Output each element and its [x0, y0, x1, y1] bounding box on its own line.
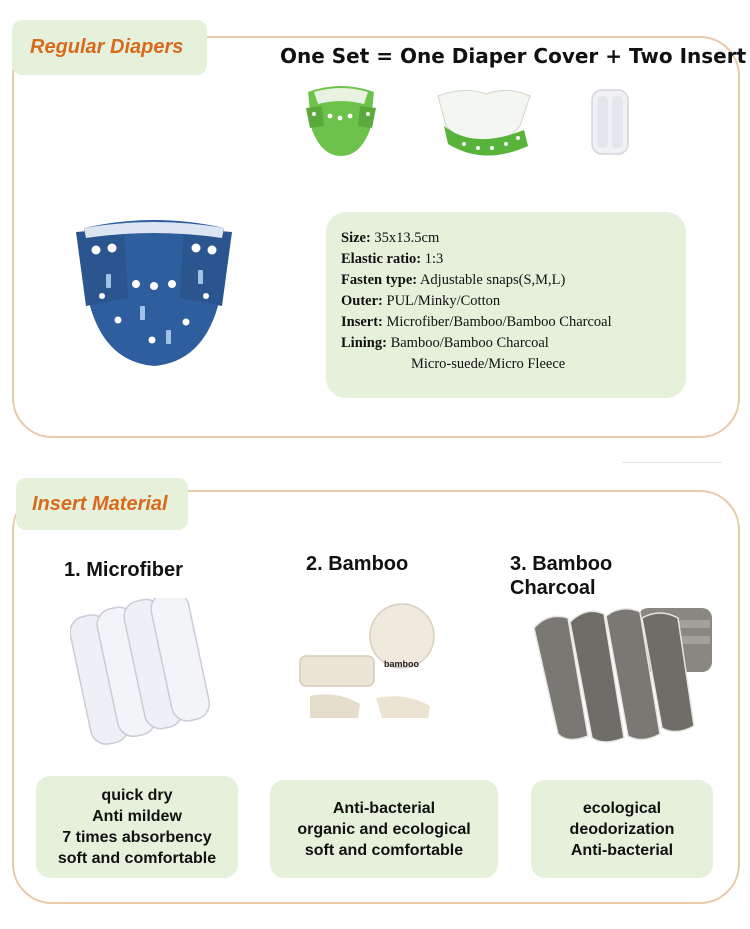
feature-line: 7 times absorbency — [62, 829, 212, 846]
feature-line: quick dry — [101, 787, 173, 804]
spec-elastic-ratio — [341, 251, 686, 272]
spec-value: Bamboo/Bamboo Charcoal — [386, 335, 549, 351]
feature-line: ecological — [582, 799, 662, 817]
spec-value: 35x13.5cm — [370, 230, 440, 246]
spec-value: PUL/Minky/Cotton — [382, 293, 501, 309]
spec-size — [341, 230, 686, 251]
spec-value: Adjustable snaps(S,M,L) — [417, 272, 566, 288]
microfiber-title: 1. Microfiber — [64, 559, 183, 581]
spec-box — [326, 212, 686, 398]
spec-label: Lining: — [341, 335, 387, 351]
microfiber-features-box — [36, 776, 238, 878]
spec-value: Microfiber/Bamboo/Bamboo Charcoal — [382, 314, 612, 330]
feature-line: deodorization — [569, 820, 675, 838]
feature-line: soft and comfortable — [57, 850, 217, 867]
spec-insert — [341, 314, 686, 335]
spec-fasten-type — [341, 272, 686, 293]
feature-line: Anti-bacterial — [570, 841, 674, 859]
microfiber-inserts-image — [70, 598, 210, 750]
feature-line: soft and comfortable — [304, 841, 464, 859]
regular-diapers-tag: Regular Diapers — [12, 20, 207, 75]
insert-material-tag: Insert Material — [16, 478, 188, 530]
bamboo-title: 2. Bamboo — [306, 553, 409, 575]
green-diaper-cover-image — [300, 78, 382, 160]
spec-label: Outer: — [341, 293, 383, 309]
spec-label: Insert: — [341, 314, 383, 330]
bamboo-charcoal-inserts-image — [528, 598, 718, 748]
spec-lining — [341, 335, 686, 356]
spec-label: Elastic ratio: — [341, 251, 422, 267]
bamboo-charcoal-features-box — [531, 780, 713, 878]
open-diaper-cover-image — [434, 86, 534, 162]
bamboo-features-box — [270, 780, 498, 878]
one-set-headline: One Set = One Diaper Cover + Two Insert — [280, 44, 747, 68]
spec-label: Fasten type: — [341, 272, 418, 288]
spec-value: 1:3 — [421, 251, 444, 267]
single-insert-image — [588, 88, 632, 158]
blue-diaper-image — [66, 210, 242, 376]
spec-lining-extra: Micro-suede/Micro Fleece — [411, 356, 566, 372]
bamboo-charcoal-title: 3. Bamboo Charcoal — [510, 553, 613, 599]
feature-line: Anti-bacterial — [332, 799, 436, 817]
feature-line: organic and ecological — [297, 820, 471, 838]
spec-outer — [341, 293, 686, 314]
spec-label: Size: — [341, 230, 371, 246]
bamboo-inserts-image — [296, 596, 446, 720]
bamboo-photo-label: bamboo — [384, 659, 419, 669]
divider-line — [622, 462, 722, 463]
feature-line: Anti mildew — [92, 808, 182, 825]
